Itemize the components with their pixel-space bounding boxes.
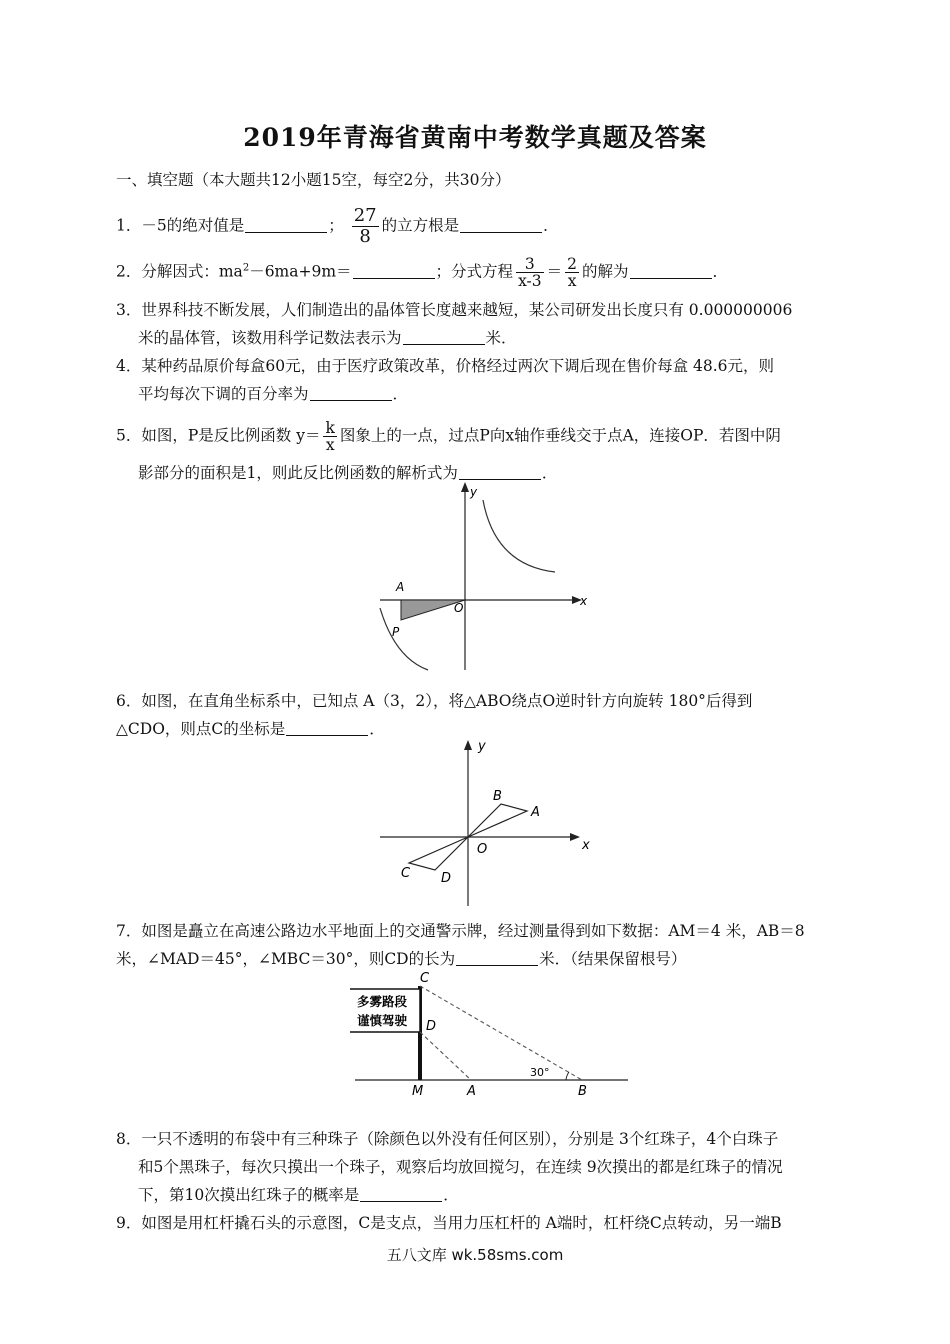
fraction-equation-right: $\frac{2}{x}$ xyxy=(567,255,578,290)
figure-5-hyperbola xyxy=(370,480,600,675)
question-7: 7．如图是矗立在高速公路边水平地面上的交通警示牌，经过测量得到如下数据：AM＝4 米，AB＝8 xyxy=(116,922,805,940)
label-x: x xyxy=(582,838,590,853)
label-B: B xyxy=(493,789,502,804)
y-axis-arrow-icon xyxy=(464,740,472,750)
label-y: y xyxy=(470,485,478,499)
label-D: D xyxy=(426,1019,437,1034)
label-A: A xyxy=(531,805,540,820)
answer-blank[interactable] xyxy=(286,719,368,736)
section-heading: 一、填空题（本大题共12小题15空，每空2分，共30分） xyxy=(116,171,511,189)
x-axis-arrow-icon xyxy=(570,833,580,841)
question-4-cont: 平均每次下调的百分率为 ． xyxy=(138,385,409,403)
question-8-cont-2: 下，第10次摸出红珠子的概率是 ． xyxy=(138,1186,459,1204)
answer-blank[interactable] xyxy=(360,1185,442,1202)
hyperbola-branch-right xyxy=(483,500,555,572)
answer-blank[interactable] xyxy=(460,216,542,233)
figure-7-road-sign xyxy=(350,968,630,1098)
question-4: 4．某种药品原价每盒60元，由于医疗政策改革，价格经过两次下调后现在售价每盒 48.6元，则 xyxy=(116,357,775,375)
page-footer: 五八文库 wk.58sms.com xyxy=(386,1246,564,1264)
label-A: A xyxy=(396,580,405,594)
question-5: 5．如图，P是反比例函数 y＝ $\frac{k}{x}$ 图象上的一点，过点P向x轴作垂线交于点A，连接OP．若图中阴 xyxy=(116,419,781,454)
label-x: x xyxy=(580,594,588,608)
answer-blank[interactable] xyxy=(456,949,538,966)
question-6-cont: △CDO，则点C的坐标是 ． xyxy=(116,720,385,738)
answer-blank[interactable] xyxy=(310,384,392,401)
question-5-cont: 影部分的面积是1，则此反比例函数的解析式为 ． xyxy=(138,464,558,482)
triangle-CDO xyxy=(409,837,468,870)
label-B: B xyxy=(578,1084,587,1098)
label-C: C xyxy=(420,971,430,986)
question-2: 2．分解因式：$ma^2-6ma+9m=$ ；分式方程 $\frac{3}{x-3}$ ＝ $\frac{2}{x}$ 的解为 ． xyxy=(116,255,729,290)
question-6: 6．如图，在直角坐标系中，已知点 A（3，2），将△ABO绕点O逆时针方向旋转 180°后得到 xyxy=(116,692,753,710)
sign-text-1: 多雾路段 xyxy=(356,994,408,1009)
figure-6-rotation xyxy=(375,738,605,908)
sign-text-2: 谨慎驾驶 xyxy=(356,1013,408,1028)
label-M: M xyxy=(412,1084,424,1098)
line-CB xyxy=(420,986,582,1080)
page-title: 2019年青海省黄南中考数学真题及答案 xyxy=(243,123,707,152)
question-8: 8．一只不透明的布袋中有三种珠子（除颜色以外没有任何区别），分别是 3个红珠子，4个白珠子 xyxy=(116,1130,779,1148)
question-8-cont-1: 和5个黑珠子，每次只摸出一个珠子，观察后均放回搅匀，在连续 9次摸出的都是红珠子的情况 xyxy=(138,1158,783,1176)
fraction-k-x: $\frac{k}{x}$ xyxy=(325,419,335,454)
triangle-ABO xyxy=(468,804,527,837)
angle-label: 30° xyxy=(530,1066,550,1079)
angle-arc xyxy=(566,1072,569,1080)
question-7-cont: 米，∠MAD＝45°，∠MBC＝30°，则CD的长为 米．（结果保留根号） xyxy=(116,950,687,968)
question-3-cont: 米的晶体管，该数用科学记数法表示为 米． xyxy=(138,329,517,347)
label-O: O xyxy=(454,601,464,615)
question-1: 1．－5的绝对值是 ； $\frac{27}{8}$ 的立方根是 ． xyxy=(116,205,559,247)
label-O: O xyxy=(477,842,488,857)
answer-blank[interactable] xyxy=(353,262,435,279)
label-P: P xyxy=(392,625,400,639)
y-axis-arrow-icon xyxy=(461,482,469,492)
label-y: y xyxy=(478,739,486,754)
fraction-equation-left: $\frac{3}{x-3}$ xyxy=(518,255,542,290)
fraction-27-8: $\frac{27}{8}$ xyxy=(353,205,377,247)
label-C: C xyxy=(401,866,411,881)
answer-blank[interactable] xyxy=(630,262,712,279)
line-DA xyxy=(420,1032,471,1080)
label-D: D xyxy=(441,871,452,886)
answer-blank[interactable] xyxy=(403,328,485,345)
label-A: A xyxy=(467,1084,476,1098)
question-3: 3．世界科技不断发展，人们制造出的晶体管长度越来越短，某公司研发出长度只有 0.000000006 xyxy=(116,301,793,319)
question-9: 9．如图是用杠杆撬石头的示意图，C是支点，当用力压杠杆的 A端时，杠杆绕C点转动，另一端B xyxy=(116,1214,782,1232)
answer-blank[interactable] xyxy=(245,216,327,233)
answer-blank[interactable] xyxy=(459,463,541,480)
